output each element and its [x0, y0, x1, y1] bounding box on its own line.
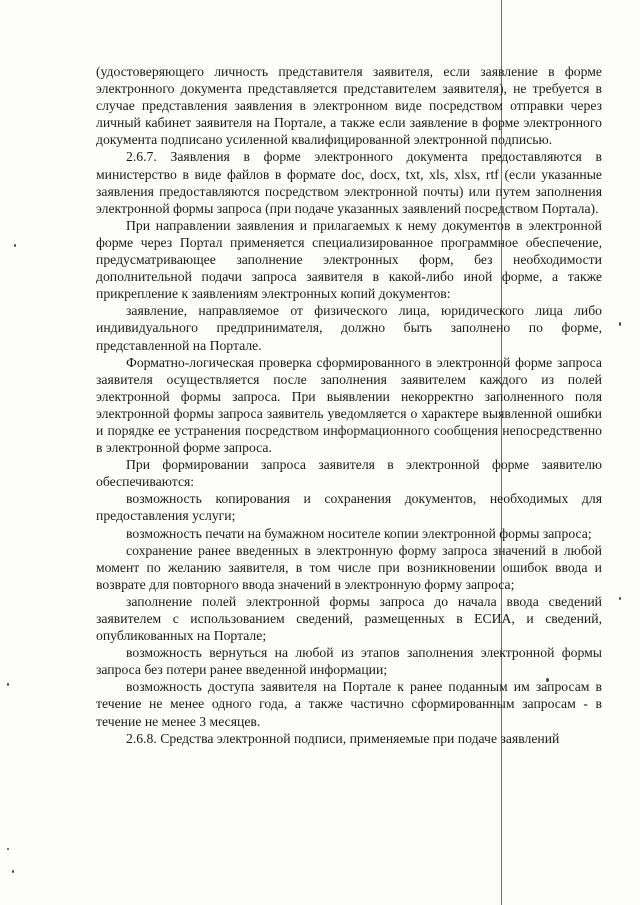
paragraph-format-check: Форматно-логическая проверка сформированного в электронной форме запроса заявителя осуществляется после заполнения заявителем каждого из полей электронной формы запроса. При выявлении некорректно заполненного поля электронной формы запроса заявитель уведомляется о характере выявленной ошибки и порядке ее устранения посредством информационного сообщения непосредственно в электронной форме запроса. [96, 354, 602, 456]
scan-speck [619, 597, 621, 600]
list-item-prefill: заполнение полей электронной формы запроса до начала ввода сведений заявителем с использованием сведений, размещенных в ЕСИА, и сведений, опубликованных на Портале; [96, 593, 602, 644]
document-body [96, 63, 602, 747]
list-item-return-step: возможность вернуться на любой из этапов заполнения электронной формы запроса без потери ранее введенной информации; [96, 645, 602, 678]
list-item-access-requests: возможность доступа заявителя на Портале к ранее поданным им запросам в течение не менее одного года, а также частично сформированным запросам - в течение не менее 3 месяцев. [96, 679, 602, 729]
paragraph-provided-features: При формировании запроса заявителя в электронной форме заявителю обеспечиваются: [96, 457, 602, 490]
list-item-copy-save: возможность копирования и сохранения документов, необходимых для предоставления услуги; [96, 491, 602, 524]
scan-speck [619, 322, 621, 326]
paragraph-representative-documents: (удостоверяющего личность представителя заявителя, если заявление в форме электронного документа представляется представителем заявителя), не требуется в случае представления заявления в электронном виде посредством отправки через личный кабинет заявителя на Портале, а также если заявление в форме электронного документа подписано усиленной квалифицированной электронной подписью. [96, 64, 602, 148]
list-item-save-values: сохранение ранее введенных в электронную форму запроса значений в любой момент по желанию заявителя, в том числе при возникновении ошибок ввода и возврате для повторного ввода значений в электронную форму запроса; [96, 542, 602, 592]
paragraph-2-6-7: 2.6.7. Заявления в форме электронного документа предоставляются в министерство в виде файлов в формате doc, docx, txt, xls, xlsx, rtf (если указанные заявления предоставляются посредством электронной почты) или путем заполнения электронной формы запроса (при подаче указанных заявлений посредством Портала). [96, 149, 602, 216]
paragraph-application-form: заявление, направляемое от физического лица, юридического лица либо индивидуального предпринимателя, должно быть заполнено по форме, представленной на Портале. [96, 303, 602, 353]
paragraph-portal-submission: При направлении заявления и прилагаемых к нему документов в электронной форме через Портал применяется специализированное программное обеспечение, предусматривающее заполнение электронных форм, без необходимости дополнительной подачи запроса заявителя в какой-либо иной форме, а также прикрепление к заявлениям электронных копий документов: [96, 217, 602, 302]
scan-speck [12, 870, 14, 873]
list-item-print: возможность печати на бумажном носителе копии электронной формы запроса; [126, 525, 592, 541]
scan-speck [7, 683, 9, 686]
scan-speck [14, 244, 16, 247]
paragraph-2-6-8: 2.6.8. Средства электронной подписи, применяемые при подаче заявлений [126, 730, 560, 746]
scan-speck [7, 848, 9, 850]
